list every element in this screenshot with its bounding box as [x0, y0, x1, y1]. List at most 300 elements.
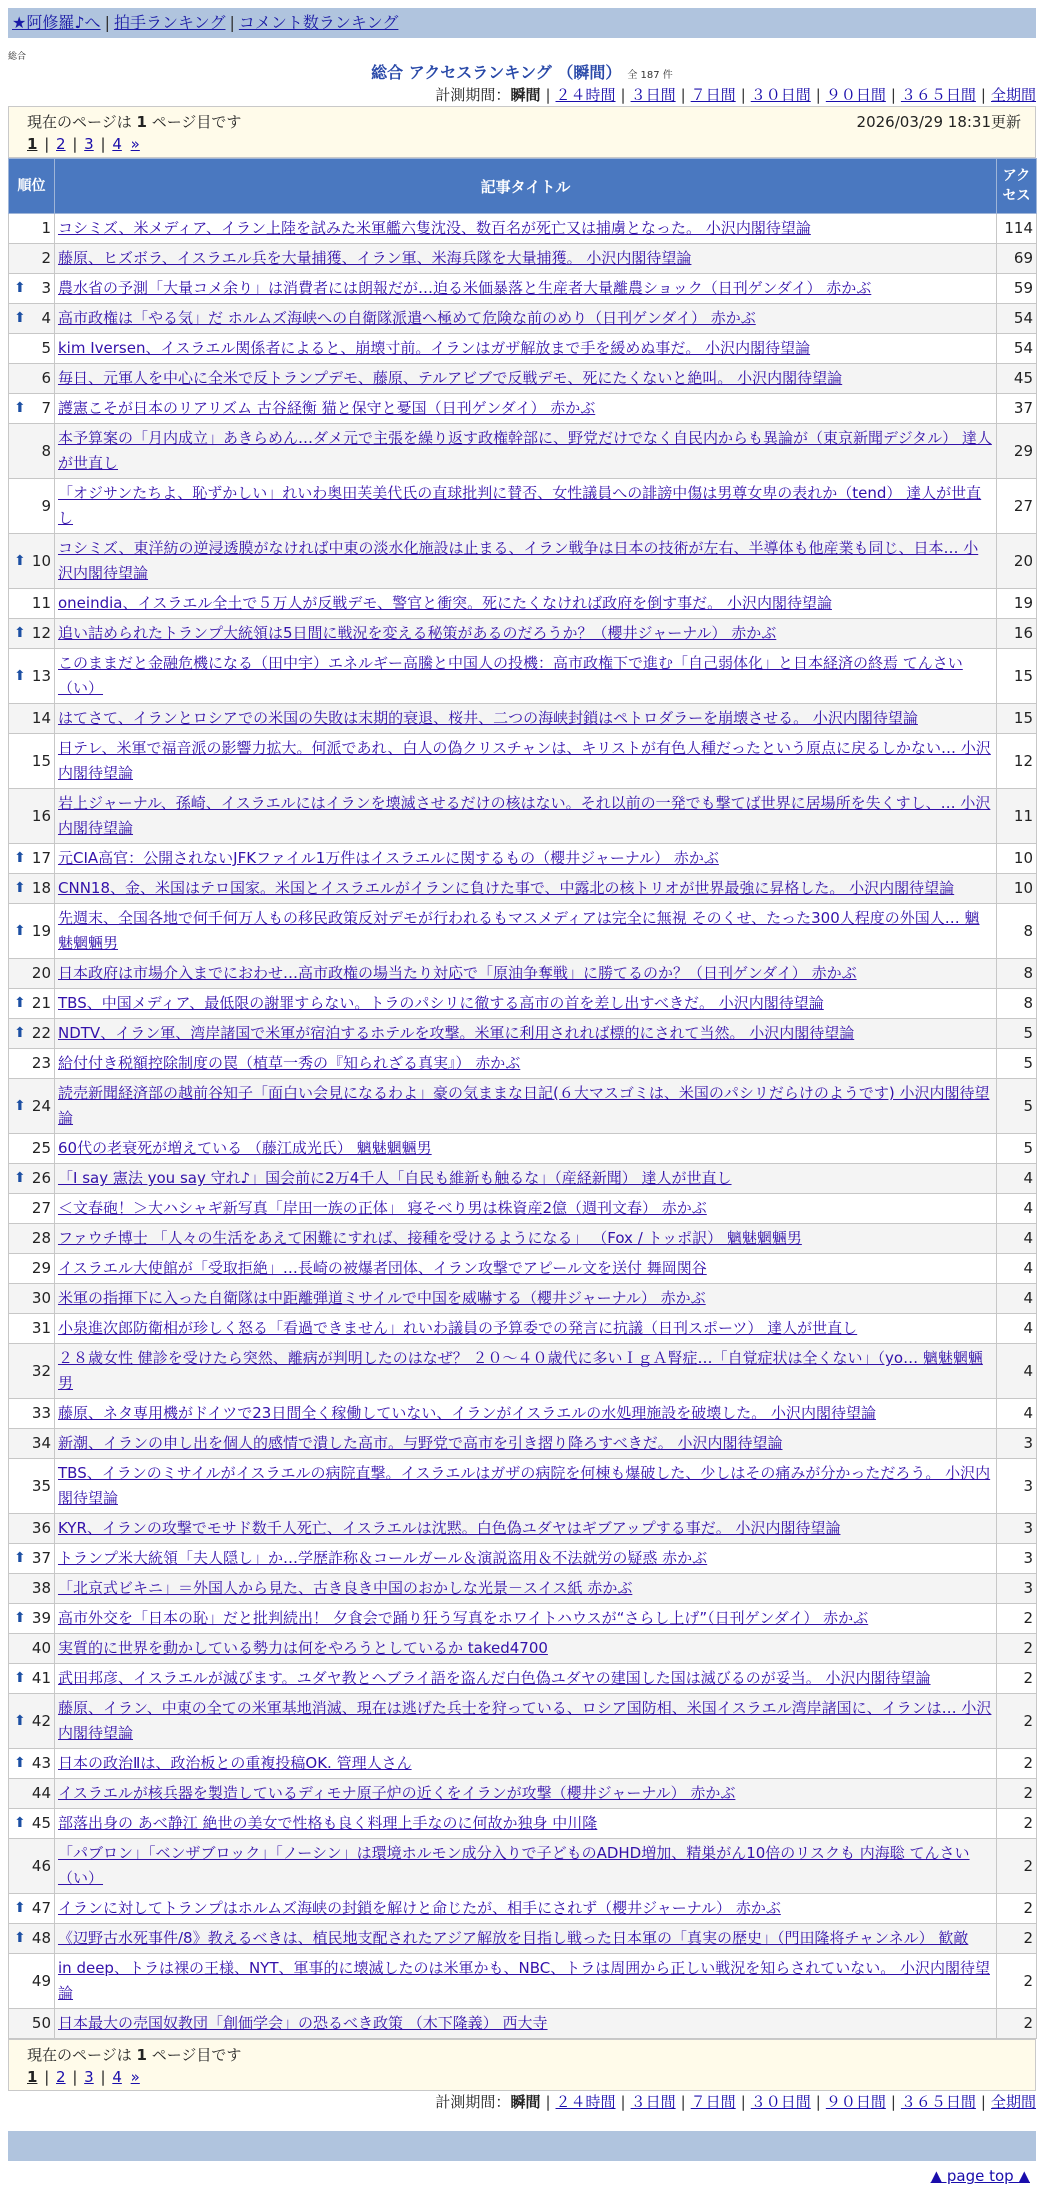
article-title-link[interactable]: oneindia、イスラエル全土で５万人が反戦デモ、警官と衝突。死にたくなければ政府を倒す事だ。 小沢内閣待望論	[58, 594, 832, 612]
period-selector	[0, 84, 1036, 106]
pager-next-link[interactable]: »	[130, 135, 140, 153]
table-row	[9, 1194, 1037, 1224]
access-count: 8	[997, 989, 1037, 1019]
pager-page-link[interactable]: 4	[112, 135, 122, 153]
page-info-box	[8, 106, 1036, 158]
table-row	[9, 1079, 1037, 1134]
rank-up-arrow-icon: ⬆	[14, 625, 26, 641]
access-count: 2	[997, 1604, 1037, 1634]
table-row	[9, 789, 1037, 844]
access-count: 5	[997, 1079, 1037, 1134]
article-title-link[interactable]: 高市政権は「やる気」だ ホルムズ海峡への自衛隊派遣へ極めて危険な前のめり（日刊ゲンダイ） 赤かぶ	[58, 309, 756, 327]
page-suffix: ページ目です	[146, 2046, 242, 2064]
rank-number: 9	[41, 496, 51, 515]
rank-cell	[9, 214, 55, 244]
page-suffix: ページ目です	[146, 113, 242, 131]
current-page-text	[27, 2044, 241, 2066]
table-row	[9, 589, 1037, 619]
rank-number: 47	[31, 1899, 51, 1917]
rank-cell	[9, 1194, 55, 1224]
article-title-link[interactable]: イスラエルが核兵器を製造しているディモナ原子炉の近くをイランが攻撃（櫻井ジャーナル） 赤かぶ	[58, 1784, 736, 1802]
rank-cell	[9, 1344, 55, 1399]
period-separator: |	[890, 2093, 896, 2111]
access-count: 2	[997, 1694, 1037, 1749]
period-option-2[interactable]: ７日間	[690, 2093, 736, 2111]
access-count: 29	[997, 424, 1037, 479]
pager-page-link[interactable]: 2	[56, 2068, 66, 2086]
article-title-link[interactable]: ２８歳女性 健診を受けたら突然、離病が判明したのはなぜ？ ２０～４０歳代に多いＩｇＡ腎症…「自覚症状は全くない」（yo… 魑魅魍魎男	[58, 1349, 983, 1392]
rank-column-header: 順位	[9, 159, 55, 214]
article-title-link[interactable]: コシミズ、東洋紡の逆浸透膜がなければ中東の淡水化施設は止まる、イラン戦争は日本の技術が左右、半導体も他産業も同じ、日本… 小沢内閣待望論	[58, 539, 979, 582]
rank-number: 31	[31, 1319, 51, 1337]
article-title-link[interactable]: 《辺野古水死事件/8》教えるべきは、植民地支配されたアジア解放を目指し戦った日本軍の「真実の歴史」（門田隆将チャンネル） 歓敵	[58, 1929, 969, 1947]
article-title-link[interactable]: NDTV、イラン軍、湾岸諸国で米軍が宿泊するホテルを攻撃。米軍に利用されれば標的にされて当然。 小沢内閣待望論	[58, 1024, 855, 1042]
rank-number: 8	[41, 441, 51, 460]
rank-cell	[9, 1954, 55, 2009]
access-count: 20	[997, 534, 1037, 589]
access-count: 3	[997, 1459, 1037, 1514]
period-separator: |	[545, 86, 551, 104]
period-option-3[interactable]: ３０日間	[750, 2093, 811, 2111]
period-option-3[interactable]: ３０日間	[750, 86, 811, 104]
rank-number: 35	[31, 1476, 51, 1495]
rank-cell	[9, 1049, 55, 1079]
rank-number: 33	[31, 1404, 51, 1422]
title-cell	[55, 1194, 997, 1224]
rank-cell	[9, 904, 55, 959]
title-cell	[55, 534, 997, 589]
period-current: 瞬間	[510, 2093, 541, 2111]
article-title-link[interactable]: 給付付き税額控除制度の罠（植草一秀の『知られざる真実』） 赤かぶ	[58, 1054, 521, 1072]
rank-number: 29	[31, 1259, 51, 1277]
rank-cell	[9, 1779, 55, 1809]
table-row	[9, 334, 1037, 364]
rank-cell	[9, 1514, 55, 1544]
period-option-4[interactable]: ９０日間	[825, 86, 886, 104]
table-row	[9, 394, 1037, 424]
period-option-5[interactable]: ３６５日間	[900, 2093, 976, 2111]
rank-number: 46	[31, 1856, 51, 1875]
period-option-5[interactable]: ３６５日間	[900, 86, 976, 104]
period-separator: |	[815, 2093, 821, 2111]
total-count: 全 187 件	[627, 70, 673, 81]
pager-page-link[interactable]: 3	[84, 2068, 94, 2086]
access-count: 5	[997, 1049, 1037, 1079]
access-count: 4	[997, 1254, 1037, 1284]
period-option-1[interactable]: ３日間	[630, 86, 676, 104]
access-count: 3	[997, 1429, 1037, 1459]
article-title-link[interactable]: in deep、トラは裸の王様、NYT、軍事的に壊滅したのは米軍かも、NBC、トラは周囲から正しい戦況を知らされていない。 小沢内閣待望論	[58, 1959, 990, 2002]
article-title-link[interactable]: 「パブロン」「ベンザブロック」「ノーシン」は環境ホルモン成分入りで子どものADHD増加、精巣がん10倍のリスクも 内海聡 てんさい（い）	[58, 1844, 970, 1887]
title-cell	[55, 274, 997, 304]
period-option-0[interactable]: ２４時間	[555, 2093, 616, 2111]
table-row	[9, 364, 1037, 394]
article-title-link[interactable]: 護憲こそが日本のリアリズム 古谷経衡 猫と保守と憂国（日刊ゲンダイ） 赤かぶ	[58, 399, 596, 417]
period-current: 瞬間	[510, 86, 541, 104]
category-label: 総合	[8, 52, 27, 62]
article-title-link[interactable]: 元CIA高官：公開されないJFKファイル1万件はイスラエルに関するもの（櫻井ジャーナル） 赤かぶ	[58, 849, 719, 867]
rank-cell	[9, 1694, 55, 1749]
rank-cell	[9, 1459, 55, 1514]
rank-up-arrow-icon: ⬆	[14, 922, 26, 939]
access-count: 12	[997, 734, 1037, 789]
updated-timestamp: 2026/03/29 18:31更新	[856, 113, 1021, 131]
access-count: 3	[997, 1574, 1037, 1604]
table-row	[9, 274, 1037, 304]
rank-number: 24	[31, 1096, 51, 1115]
title-cell	[55, 244, 997, 274]
pager-next-link[interactable]: »	[130, 2068, 140, 2086]
rank-number: 39	[31, 1609, 51, 1627]
rank-number: 21	[31, 994, 51, 1012]
article-title-link[interactable]: コシミズ、米メディア、イラン上陸を試みた米軍艦六隻沈没、数百名が死亡又は捕虜となった。 小沢内閣待望論	[58, 219, 811, 237]
article-title-link[interactable]: kim Iversen、イスラエル関係者によると、崩壊寸前。イランはガザ解放まで手を緩めぬ事だ。 小沢内閣待望論	[58, 339, 811, 357]
table-row	[9, 844, 1037, 874]
access-count: 2	[997, 2009, 1037, 2039]
period-option-2[interactable]: ７日間	[690, 86, 736, 104]
access-count: 2	[997, 1839, 1037, 1894]
article-title-link[interactable]: 日本政府は市場介入までにおわせ…高市政権の場当たり対応で「原油争奪戦」に勝てるのか？（日刊ゲンダイ） 赤かぶ	[58, 964, 857, 982]
rank-number: 32	[31, 1361, 51, 1380]
period-option-6[interactable]: 全期間	[990, 86, 1036, 104]
access-count: 15	[997, 649, 1037, 704]
table-row	[9, 1894, 1037, 1924]
period-option-6[interactable]: 全期間	[990, 2093, 1036, 2111]
rank-cell	[9, 1924, 55, 1954]
title-cell	[55, 959, 997, 989]
rank-number: 2	[41, 249, 51, 267]
title-cell	[55, 1924, 997, 1954]
table-row	[9, 1019, 1037, 1049]
access-count: 2	[997, 1924, 1037, 1954]
title-cell	[55, 1514, 997, 1544]
rank-cell	[9, 1254, 55, 1284]
article-title-link[interactable]: 本予算案の「月内成立」あきらめん…ダメ元で主張を繰り返す政権幹部に、野党だけでなく自民内からも異論が（東京新聞デジタル） 達人が世直し	[58, 429, 992, 472]
rank-number: 18	[31, 879, 51, 897]
rank-cell	[9, 1134, 55, 1164]
title-cell	[55, 1254, 997, 1284]
current-page-text	[27, 111, 241, 133]
access-count: 114	[997, 214, 1037, 244]
rank-up-arrow-icon: ⬆	[14, 667, 26, 684]
rank-up-arrow-icon: ⬆	[14, 310, 26, 326]
access-count: 54	[997, 334, 1037, 364]
rank-number: 36	[31, 1519, 51, 1537]
access-count: 8	[997, 959, 1037, 989]
article-title-link[interactable]: 追い詰められたトランプ大統領は5日間に戦況を変える秘策があるのだろうか？（櫻井ジャーナル） 赤かぶ	[58, 624, 777, 642]
nav-separator: |	[104, 13, 110, 32]
rank-number: 25	[31, 1139, 51, 1157]
period-separator: |	[740, 2093, 746, 2111]
rank-number: 28	[31, 1229, 51, 1247]
rank-up-arrow-icon: ⬆	[14, 1930, 26, 1946]
rank-number: 11	[31, 594, 51, 612]
rank-cell	[9, 244, 55, 274]
title-cell	[55, 1574, 997, 1604]
rank-up-arrow-icon: ⬆	[14, 1670, 26, 1686]
article-title-link[interactable]: 先週末、全国各地で何千何万人もの移民政策反対デモが行われるもマスメディアは完全に無視 そのくせ、たった300人程度の外国人… 魑魅魍魎男	[58, 909, 980, 952]
article-title-link[interactable]: 「オジサンたちよ、恥ずかしい」れいわ奥田芙美代氏の直球批判に賛否、女性議員への誹謗中傷は男尊女卑の表れか（tend） 達人が世直し	[58, 484, 982, 527]
rank-number: 30	[31, 1289, 51, 1307]
access-count: 8	[997, 904, 1037, 959]
rank-number: 13	[31, 666, 51, 685]
title-cell	[55, 874, 997, 904]
rank-cell	[9, 1429, 55, 1459]
page-number: 1	[136, 2046, 147, 2064]
pager: 1 | 2 | 3 | 4 »	[27, 135, 140, 153]
article-title-link[interactable]: 60代の老衰死が増えている （藤江成光氏） 魑魅魍魎男	[58, 1139, 432, 1157]
rank-up-arrow-icon: ⬆	[14, 1900, 26, 1916]
rank-up-arrow-icon: ⬆	[14, 1712, 26, 1729]
article-title-link[interactable]: トランプ米大統領「夫人隠し」か…学歴詐称＆コールガール＆演説盗用＆不法就労の疑惑 赤かぶ	[58, 1549, 708, 1567]
title-cell	[55, 424, 997, 479]
access-count: 15	[997, 704, 1037, 734]
rank-number: 17	[31, 849, 51, 867]
rank-number: 41	[31, 1669, 51, 1687]
title-cell	[55, 1019, 997, 1049]
rank-up-arrow-icon: ⬆	[14, 880, 26, 896]
title-cell	[55, 649, 997, 704]
period-separator: |	[620, 2093, 626, 2111]
table-row	[9, 534, 1037, 589]
page-info-box-bottom	[8, 2039, 1036, 2091]
rank-number: 12	[31, 624, 51, 642]
rank-up-arrow-icon: ⬆	[14, 1550, 26, 1566]
rank-number: 1	[41, 219, 51, 237]
rank-cell	[9, 844, 55, 874]
rank-cell	[9, 1224, 55, 1254]
rank-up-arrow-icon: ⬆	[14, 280, 26, 296]
rank-number: 4	[41, 309, 51, 327]
home-link[interactable]: ★阿修羅♪へ	[12, 13, 101, 32]
article-title-link[interactable]: イランに対してトランプはホルムズ海峡の封鎖を解けと命じたが、相手にされず（櫻井ジャーナル） 赤かぶ	[58, 1899, 781, 1917]
article-title-link[interactable]: 岩上ジャーナル、孫崎、イスラエルにはイランを壊滅させるだけの核はない。それ以前の一発でも撃てば世界に居場所を失くすし、… 小沢内閣待望論	[58, 794, 991, 837]
table-row	[9, 1314, 1037, 1344]
nav-separator: |	[229, 13, 235, 32]
table-row	[9, 1954, 1037, 2009]
rank-cell	[9, 1544, 55, 1574]
rank-number: 14	[31, 709, 51, 727]
rank-cell	[9, 649, 55, 704]
access-count: 16	[997, 619, 1037, 649]
title-cell	[55, 1399, 997, 1429]
title-cell	[55, 1749, 997, 1779]
pager-page-link[interactable]: 4	[112, 2068, 122, 2086]
article-title-link[interactable]: 「I say 憲法 you say 守れ♪」国会前に2万4千人「自民も維新も触るな」（産経新聞） 達人が世直し	[58, 1169, 732, 1187]
rank-cell	[9, 2009, 55, 2039]
title-cell	[55, 589, 997, 619]
article-title-link[interactable]: TBS、中国メディア、最低限の謝罪すらない。トラのパシリに徹する高市の首を差し出すべきだ。 小沢内閣待望論	[58, 994, 824, 1012]
title-cell	[55, 1459, 997, 1514]
title-cell	[55, 989, 997, 1019]
access-count: 37	[997, 394, 1037, 424]
rank-up-arrow-icon: ⬆	[14, 995, 26, 1011]
rank-cell	[9, 734, 55, 789]
article-title-link[interactable]: TBS、イランのミサイルがイスラエルの病院直撃。イスラエルはガザの病院を何棟も爆破した、少しはその痛みが分かっただろう。 小沢内閣待望論	[58, 1464, 991, 1507]
rank-number: 27	[31, 1199, 51, 1217]
table-row	[9, 1399, 1037, 1429]
article-title-link[interactable]: 読売新聞経済部の越前谷知子「面白い会見になるわよ」豪の気ままな日記(６大マスゴミは、米国のパシリだらけのようです) 小沢内閣待望論	[58, 1084, 990, 1127]
article-title-link[interactable]: 高市外交を「日本の恥」だと批判続出！ 夕食会で踊り狂う写真をホワイトハウスが“さらし上げ”（日刊ゲンダイ） 赤かぶ	[58, 1609, 869, 1627]
title-cell	[55, 479, 997, 534]
rank-cell	[9, 334, 55, 364]
table-row	[9, 1459, 1037, 1514]
title-cell	[55, 2009, 997, 2039]
rank-number: 23	[31, 1054, 51, 1072]
article-title-link[interactable]: 「北京式ビキニ」＝外国人から見た、古き良き中国のおかしな光景－スイス紙 赤かぶ	[58, 1579, 633, 1597]
article-title-link[interactable]: 藤原、イラン、中東の全ての米軍基地消滅、現在は逃げた兵士を狩っている、ロシア国防相、米国イスラエル湾岸諸国に、イランは… 小沢内閣待望論	[58, 1699, 992, 1742]
access-count: 5	[997, 1134, 1037, 1164]
article-title-link[interactable]: 藤原、ネタ専用機がドイツで23日間全く稼働していない、イランがイスラエルの水処理施設を破壊した。 小沢内閣待望論	[58, 1404, 876, 1422]
rank-cell	[9, 534, 55, 589]
table-row	[9, 1344, 1037, 1399]
rank-cell	[9, 424, 55, 479]
period-option-1[interactable]: ３日間	[630, 2093, 676, 2111]
article-title-link[interactable]: 日テレ、米軍で福音派の影響力拡大。何派であれ、白人の偽クリスチャンは、キリストが有色人種だったという原点に戻るしかない… 小沢内閣待望論	[58, 739, 991, 782]
article-title-link[interactable]: 米軍の指揮下に入った自衛隊は中距離弾道ミサイルで中国を威嚇する（櫻井ジャーナル） 赤かぶ	[58, 1289, 706, 1307]
ranking-table	[8, 158, 1037, 2039]
rank-number: 34	[31, 1434, 51, 1452]
table-row	[9, 1284, 1037, 1314]
page-top-link[interactable]: ▲ page top ▲	[930, 2167, 1030, 2185]
ranking-rows	[9, 214, 1037, 2039]
rank-cell	[9, 1164, 55, 1194]
article-title-link[interactable]: イスラエル大使館が「受取拒絶」…長崎の被爆者団体、イラン攻撃でアピール文を送付 舞岡関谷	[58, 1259, 707, 1277]
article-title-link[interactable]: CNN18、金、米国はテロ国家。米国とイスラエルがイランに負けた事で、中露北の核トリオが世界最強に昇格した。 小沢内閣待望論	[58, 879, 955, 897]
title-cell	[55, 1164, 997, 1194]
table-row	[9, 874, 1037, 904]
period-separator: |	[620, 86, 626, 104]
rank-up-arrow-icon: ⬆	[14, 1610, 26, 1626]
access-count: 69	[997, 244, 1037, 274]
period-option-0[interactable]: ２４時間	[555, 86, 616, 104]
article-title-link[interactable]: 毎日、元軍人を中心に全米で反トランプデモ、藤原、テルアビブで反戦デモ、死にたくないと絶叫。 小沢内閣待望論	[58, 369, 843, 387]
rank-number: 42	[31, 1711, 51, 1730]
title-cell	[55, 1049, 997, 1079]
rank-cell	[9, 274, 55, 304]
article-title-link[interactable]: 武田邦彦、イスラエルが滅びます。ユダヤ教とヘブライ語を盗んだ白色偽ユダヤの建国した国は滅びるのが妥当。 小沢内閣待望論	[58, 1669, 931, 1687]
pager-current-page: 1	[27, 2068, 38, 2086]
period-separator: |	[680, 2093, 686, 2111]
access-count: 2	[997, 1779, 1037, 1809]
table-row	[9, 1664, 1037, 1694]
article-title-link[interactable]: 農水省の予測「大量コメ余り」は消費者には朗報だが…迫る米価暴落と生産者大量離農ショック（日刊ゲンダイ） 赤かぶ	[58, 279, 872, 297]
rank-number: 16	[31, 806, 51, 825]
rank-cell	[9, 1839, 55, 1894]
article-title-link[interactable]: 小泉進次郎防衛相が珍しく怒る「看過できません」れいわ議員の予算委での発言に抗議（日刊スポーツ） 達人が世直し	[58, 1319, 858, 1337]
title-cell	[55, 1664, 997, 1694]
title-column-header: 記事タイトル	[55, 159, 997, 214]
rank-cell	[9, 479, 55, 534]
table-row	[9, 424, 1037, 479]
access-count: 19	[997, 589, 1037, 619]
rank-up-arrow-icon: ⬆	[14, 1025, 26, 1041]
access-count: 4	[997, 1224, 1037, 1254]
title-cell	[55, 1839, 997, 1894]
table-row	[9, 1924, 1037, 1954]
title-cell	[55, 1429, 997, 1459]
article-title-link[interactable]: ＜文春砲！＞大ハシャギ新写真「岸田一族の正体」 寝そべり男は株資産2億（週刊文春） 赤かぶ	[58, 1199, 707, 1217]
rank-cell	[9, 1314, 55, 1344]
footer	[8, 2161, 1036, 2191]
page-prefix: 現在のページは	[27, 2046, 137, 2064]
article-title-link[interactable]: 部落出身の あべ静江 絶世の美女で性格も良く料理上手なのに何故か独身 中川隆	[58, 1814, 598, 1832]
table-row	[9, 479, 1037, 534]
access-count: 11	[997, 789, 1037, 844]
table-row	[9, 1049, 1037, 1079]
rank-number: 22	[31, 1024, 51, 1042]
table-row	[9, 1604, 1037, 1634]
table-row	[9, 989, 1037, 1019]
table-row	[9, 1779, 1037, 1809]
title-cell	[55, 789, 997, 844]
article-title-link[interactable]: ファウチ博士 「人々の生活をあえて困難にすれば、接種を受けるようになる」 （Fox / トッポ訳） 魑魅魍魎男	[58, 1229, 802, 1247]
title-cell	[55, 844, 997, 874]
title-cell	[55, 394, 997, 424]
comment-ranking-link[interactable]: コメント数ランキング	[238, 13, 399, 32]
table-row	[9, 1809, 1037, 1839]
pager-page-link[interactable]: 2	[56, 135, 66, 153]
table-row	[9, 214, 1037, 244]
access-count: 2	[997, 1664, 1037, 1694]
table-row	[9, 1514, 1037, 1544]
article-title-link[interactable]: KYR、イランの攻撃でモサド数千人死亡、イスラエルは沈黙。白色偽ユダヤはギブアップする事だ。 小沢内閣待望論	[58, 1519, 841, 1537]
article-title-link[interactable]: このままだと金融危機になる（田中宇）エネルギー高騰と中国人の投機：高市政権下で進む「自己弱体化」と日本経済の終焉 てんさい（い）	[58, 654, 963, 697]
table-row	[9, 1694, 1037, 1749]
article-title-link[interactable]: はてさて、イランとロシアでの米国の失敗は末期的衰退、桜井、二つの海峡封鎖はペトロダラーを崩壊させる。 小沢内閣待望論	[58, 709, 918, 727]
access-count: 59	[997, 274, 1037, 304]
top-nav	[8, 8, 1036, 38]
article-title-link[interactable]: 藤原、ヒズボラ、イスラエル兵を大量捕獲、イラン軍、米海兵隊を大量捕獲。 小沢内閣待望論	[58, 249, 692, 267]
access-count: 2	[997, 1954, 1037, 2009]
page-title	[0, 62, 1044, 84]
applause-ranking-link[interactable]: 拍手ランキング	[113, 13, 226, 32]
table-row	[9, 1134, 1037, 1164]
article-title-link[interactable]: 実質的に世界を動かしている勢力は何をやろうとしているか taked4700	[58, 1639, 548, 1657]
title-cell	[55, 214, 997, 244]
table-row	[9, 1224, 1037, 1254]
rank-number: 40	[31, 1639, 51, 1657]
table-row	[9, 304, 1037, 334]
table-row	[9, 1839, 1037, 1894]
period-label: 計測期間：	[435, 2093, 511, 2111]
table-row	[9, 1164, 1037, 1194]
access-count: 4	[997, 1284, 1037, 1314]
rank-cell	[9, 874, 55, 904]
rank-number: 20	[31, 964, 51, 982]
access-count: 27	[997, 479, 1037, 534]
access-count: 3	[997, 1514, 1037, 1544]
table-header-row	[9, 159, 1037, 214]
period-selector-bottom	[0, 2091, 1036, 2113]
title-cell	[55, 619, 997, 649]
page-prefix: 現在のページは	[27, 113, 137, 131]
access-count: 2	[997, 1809, 1037, 1839]
article-title-link[interactable]: 日本の政治Ⅱは、政治板との重複投稿OK. 管理人さん	[58, 1754, 412, 1772]
title-cell	[55, 1224, 997, 1254]
period-separator: |	[980, 2093, 986, 2111]
rank-number: 48	[31, 1929, 51, 1947]
article-title-link[interactable]: 新潮、イランの申し出を個人的感情で潰した高市。与野党で高市を引き摺り降ろすべきだ。 小沢内閣待望論	[58, 1434, 783, 1452]
title-cell	[55, 1694, 997, 1749]
title-cell	[55, 1134, 997, 1164]
article-title-link[interactable]: 日本最大の売国奴教団「創価学会」の恐るべき政策 （木下隆義） 西大寺	[58, 2014, 548, 2032]
title-cell	[55, 364, 997, 394]
pager-page-link[interactable]: 3	[84, 135, 94, 153]
access-count: 3	[997, 1544, 1037, 1574]
period-option-4[interactable]: ９０日間	[825, 2093, 886, 2111]
rank-up-arrow-icon: ⬆	[14, 400, 26, 416]
